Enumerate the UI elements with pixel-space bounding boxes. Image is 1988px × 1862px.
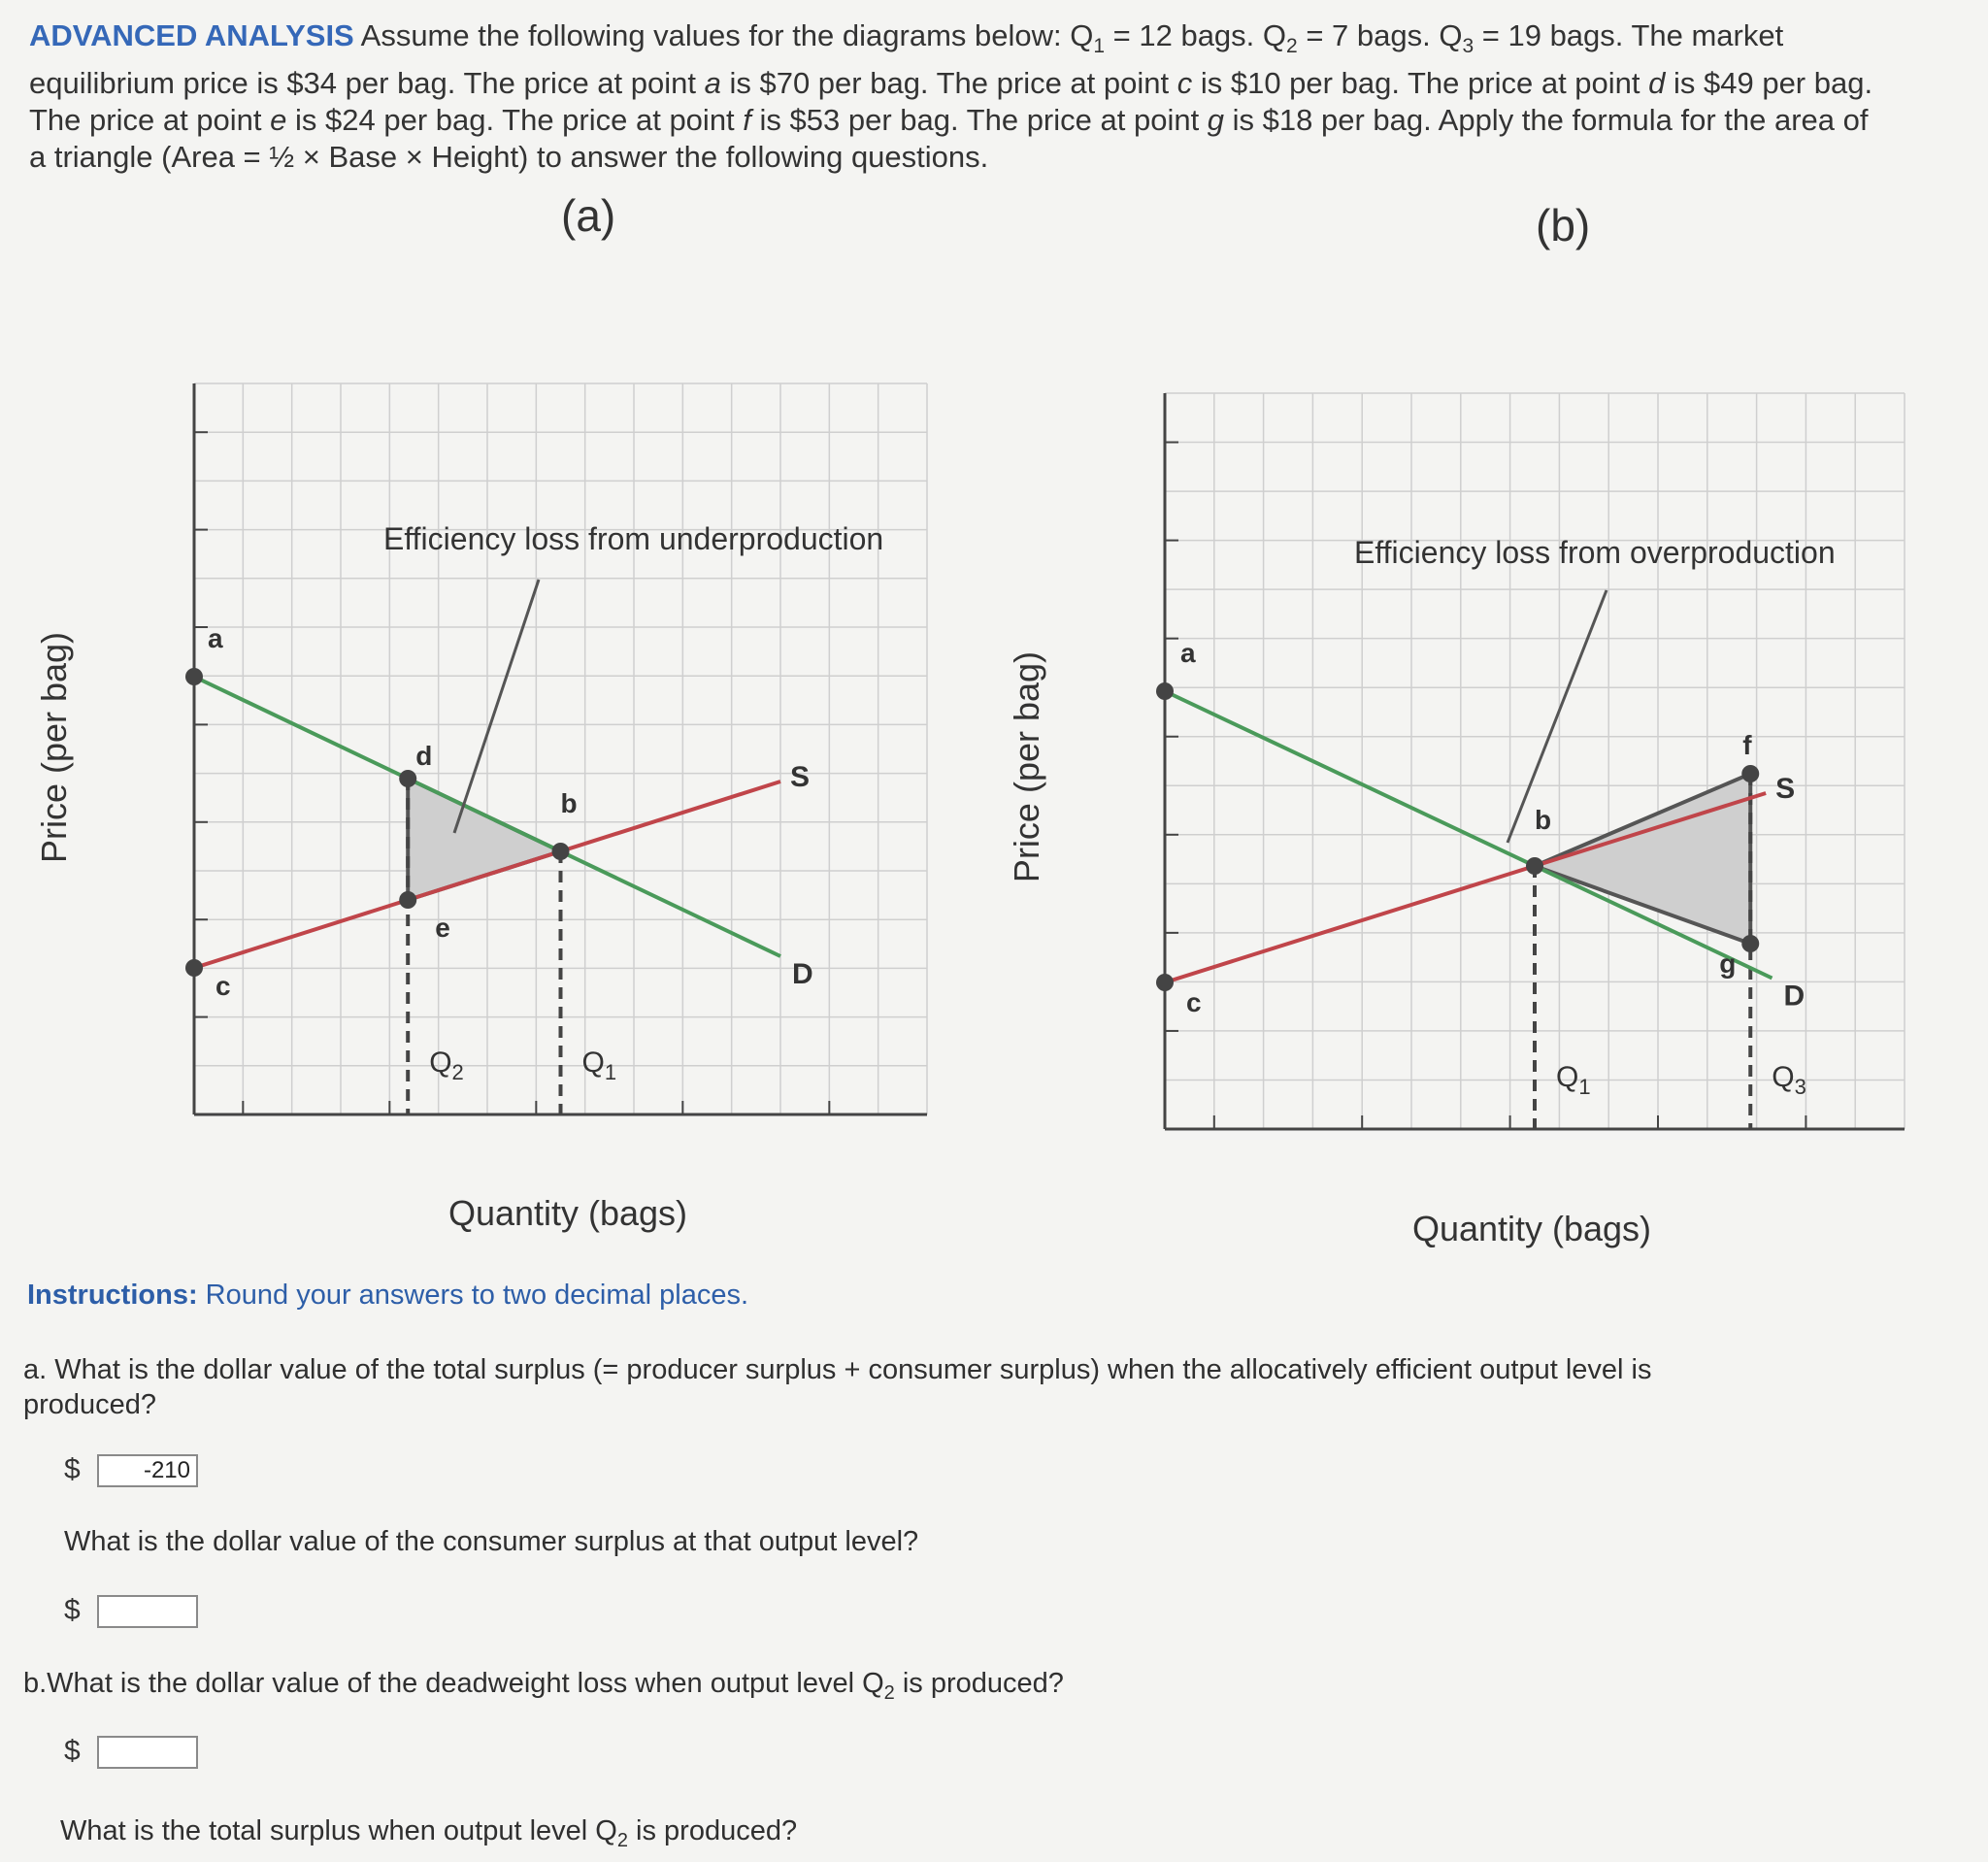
answer-b-deadweight-loss-input[interactable] [97, 1736, 198, 1769]
panel-b-point-label-g: g [1719, 948, 1737, 979]
panel-b-q-subscript: 3 [1794, 1075, 1806, 1099]
panel-a-point-d [399, 770, 416, 787]
panel-a-demand-label: D [792, 958, 813, 990]
instructions: Instructions: Round your answers to two decimal places. [27, 1280, 749, 1311]
panel-a-point-label-e: e [435, 913, 450, 943]
panel-a-q-subscript: 2 [451, 1060, 464, 1084]
problem-statement: ADVANCED ANALYSIS Assume the following values for the diagrams below: $Q_1 = 12$ bags. $Q_2 = 7$ bags. $Q_3 = 19$ bags. The market equilibrium price is $34 per bag. The price at point a is $70 per bag. The price at point c is $10 per bag. The price at point d is $49 per bag. The price at point e is $24 per bag. The price at point f is $53 per bag. The price at point g is $18 per bag. Apply the formula for the area of a triangle (Area = ½ × Base × Height) to answer the following questions. [29, 18, 1873, 175]
panel-b-point-f [1741, 765, 1759, 782]
panel-a-point-b [552, 843, 570, 860]
panel-b-point-label-a: a [1180, 638, 1196, 668]
panel-b-supply-label: S [1775, 773, 1796, 805]
panel-b-title-leader-line [1508, 590, 1607, 843]
panel-b-q-letter: Q [1556, 1061, 1579, 1093]
panel-a-y-axis-label: Price (per bag) [34, 631, 74, 864]
panel-b-label: (b) [1536, 200, 1591, 250]
panel-a-supply-label: S [790, 761, 811, 793]
panel-b-title: Efficiency loss from overproduction [1354, 535, 1836, 570]
panel-a-q-label-Q2 [429, 1047, 464, 1084]
panel-a-point-c [185, 959, 203, 977]
panel-b-demand-label: D [1783, 980, 1806, 1013]
panel-a-point-label-d: d [415, 741, 433, 771]
question-b-total-surplus: What is the total surplus when output level $Q_2$ is produced? [60, 1815, 798, 1851]
panel-b-q-label-Q1 [1556, 1061, 1591, 1099]
panel-a-point-label-a: a [208, 623, 223, 653]
panel-a-q-letter: Q [429, 1047, 452, 1079]
panel-b-point-label-b: b [1535, 805, 1552, 835]
panel-b-point-label-c: c [1186, 987, 1202, 1017]
panel-a-point-a [185, 668, 203, 685]
panel-b-point-g [1741, 935, 1759, 952]
panel-b-point-label-f: f [1742, 730, 1752, 760]
question-a-consumer-surplus: What is the dollar value of the consumer surplus at that output level? [64, 1526, 919, 1557]
panel-a-point-e [399, 891, 416, 909]
panel-b-q-subscript: 1 [1578, 1075, 1591, 1099]
panel-a-title-leader-line [454, 580, 539, 833]
question-a-total-surplus: a. What is the dollar value of the total surplus (= producer surplus + consumer surplus) when the allocatively efficient output level is produced? [23, 1354, 1652, 1420]
panel-a-x-axis-label: Quantity (bags) [447, 1193, 688, 1233]
panel-b-point-a [1156, 682, 1174, 700]
currency-symbol: $ [64, 1735, 81, 1767]
panel-a-q-label-Q1 [582, 1047, 617, 1084]
panel-a-q-subscript: 1 [604, 1060, 617, 1084]
question-b-deadweight-loss: b.What is the dollar value of the deadweight loss when output level $Q_2$ is produced? [23, 1668, 1064, 1704]
panel-a-title: Efficiency loss from underproduction [383, 521, 884, 556]
panel-a-point-label-b: b [560, 788, 578, 818]
panel-b-x-axis-label: Quantity (bags) [1411, 1209, 1652, 1248]
panel-b-point-b [1526, 857, 1543, 875]
advanced-analysis-label: ADVANCED ANALYSIS [29, 18, 354, 52]
answer-a-consumer-surplus-input[interactable] [97, 1595, 198, 1628]
panel-a-label: (a) [561, 190, 616, 241]
panel-b-q-label-Q3 [1772, 1061, 1806, 1099]
panel-a-q-letter: Q [581, 1047, 605, 1079]
panel-b-point-c [1156, 974, 1174, 991]
answer-a-total-surplus-input[interactable] [97, 1454, 198, 1487]
panel-a-point-label-c: c [215, 971, 231, 1001]
currency-symbol: $ [64, 1453, 81, 1485]
currency-symbol: $ [64, 1594, 81, 1626]
panel-b-q-letter: Q [1772, 1061, 1795, 1093]
panel-b-y-axis-label: Price (per bag) [1007, 650, 1046, 883]
